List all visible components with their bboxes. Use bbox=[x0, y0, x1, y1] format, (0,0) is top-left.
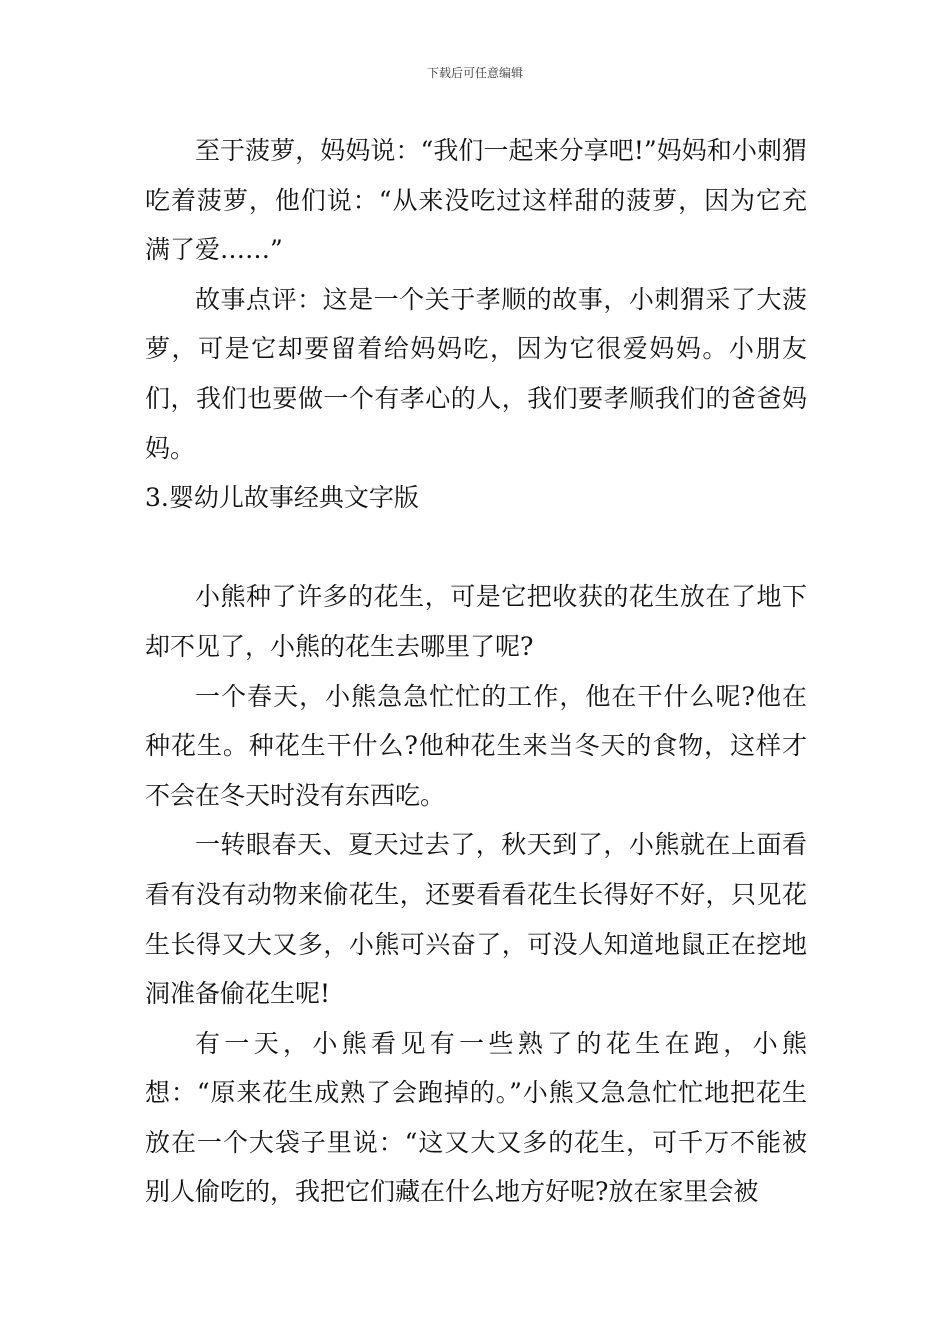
paragraph: 故事点评：这是一个关于孝顺的故事，小刺猬采了大菠萝，可是它却要留着给妈妈吃，因为它很爱妈妈。小朋友们，我们也要做一个有孝心的人，我们要孝顺我们的爸爸妈妈。 bbox=[145, 284, 807, 463]
blank-line bbox=[145, 523, 807, 573]
paragraph: 有一天，小熊看见有一些熟了的花生在跑，小熊想：“原来花生成熟了会跑掉的。”小熊又急急忙忙地把花生放在一个大袋子里说：“这又大又多的花生，可千万不能被别人偷吃的，我把它们藏在什么地方好呢?放在家里会被 bbox=[145, 1028, 807, 1207]
page-header: 下载后可任意编辑 bbox=[426, 66, 523, 80]
section-heading: 3.婴幼儿故事经典文字版 bbox=[145, 483, 419, 513]
paragraph: 至于菠萝，妈妈说：“我们一起来分享吧!”妈妈和小刺猬吃着菠萝，他们说：“从来没吃过这样甜的菠萝，因为它充满了爱……” bbox=[145, 136, 807, 265]
paragraph: 小熊种了许多的花生，可是它把收获的花生放在了地下却不见了，小熊的花生去哪里了呢? bbox=[145, 582, 807, 661]
paragraph: 一个春天，小熊急急忙忙的工作，他在干什么呢?他在种花生。种花生干什么?他种花生来当冬天的食物，这样才不会在冬天时没有东西吃。 bbox=[145, 681, 807, 810]
document-body bbox=[145, 126, 807, 1217]
paragraph: 一转眼春天、夏天过去了，秋天到了，小熊就在上面看看有没有动物来偷花生，还要看看花生长得好不好，只见花生长得又大又多，小熊可兴奋了，可没人知道地鼠正在挖地洞准备偷花生呢! bbox=[145, 830, 807, 1009]
